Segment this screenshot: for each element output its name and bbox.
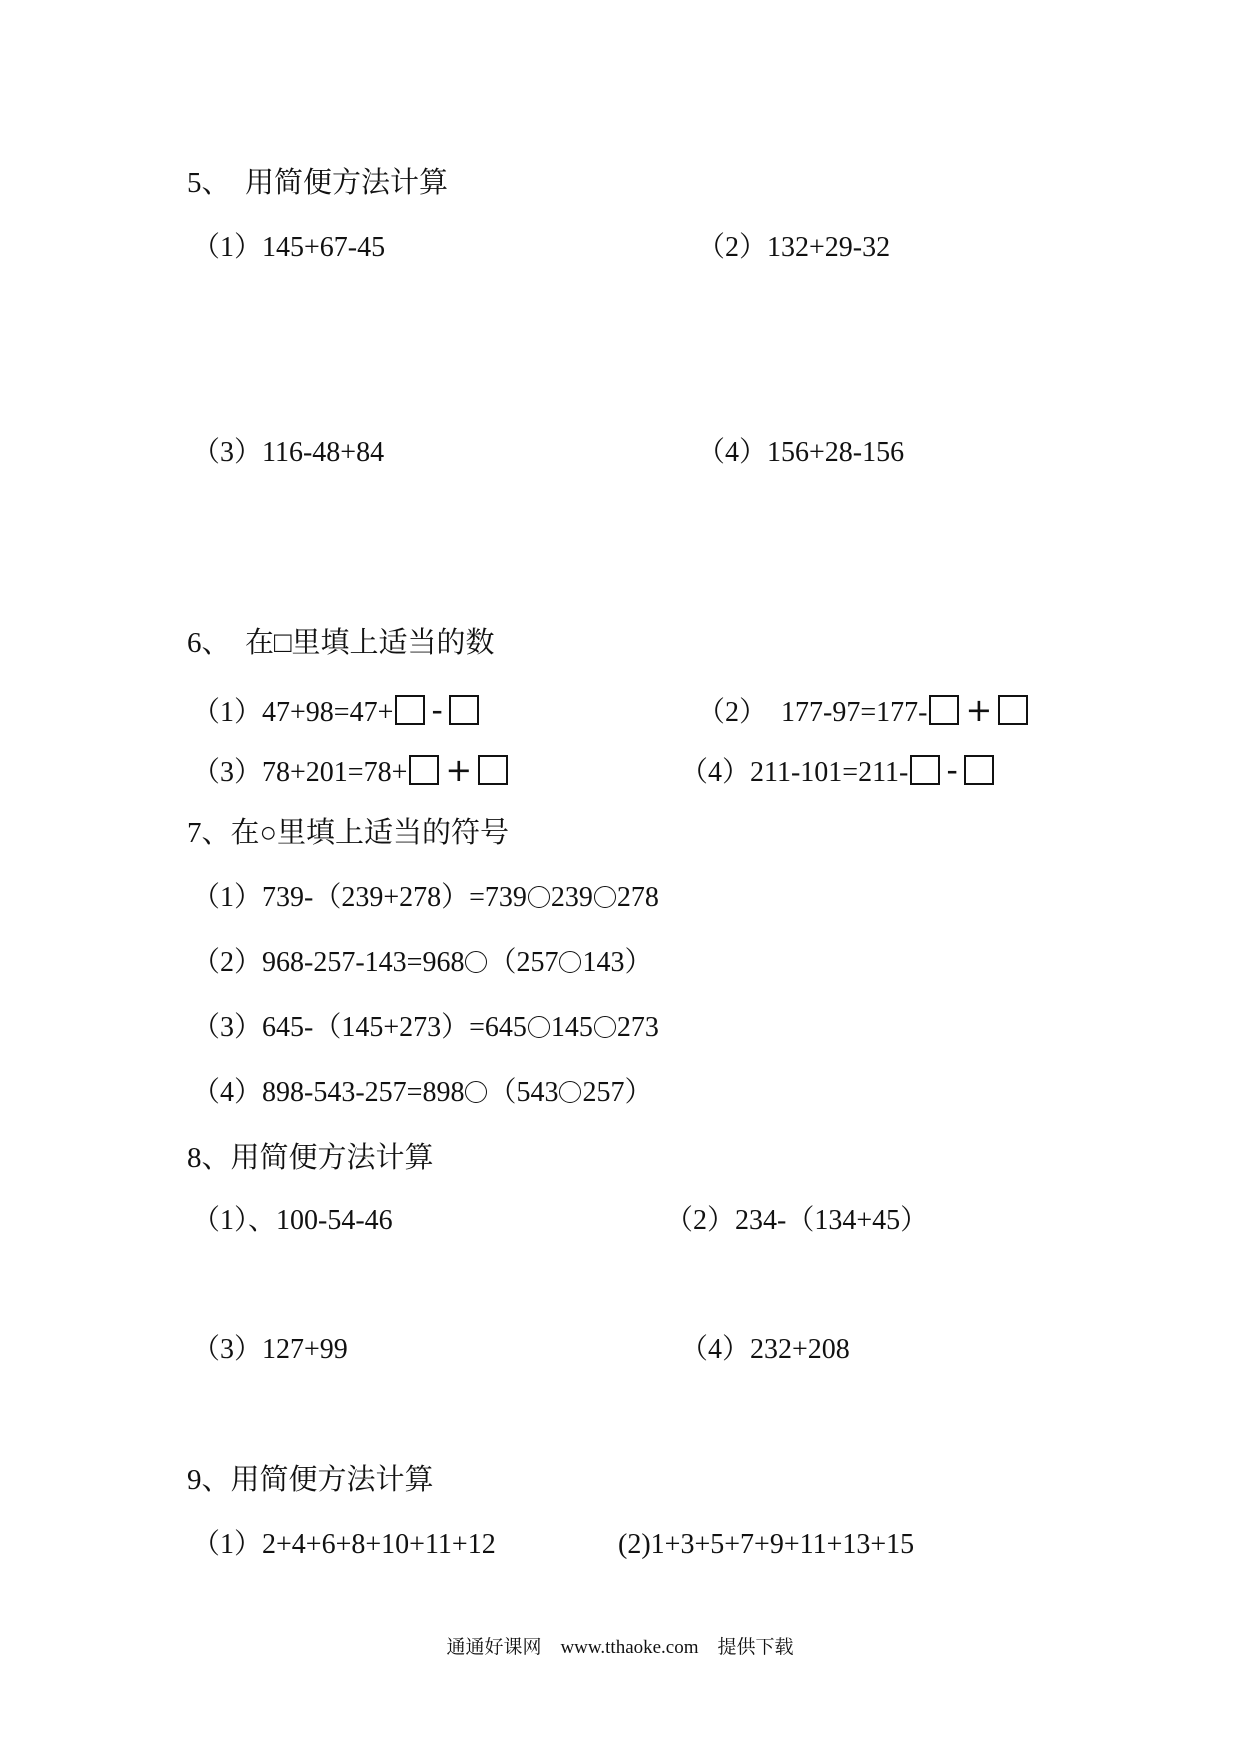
q6-item-3 bbox=[192, 752, 510, 791]
answer-box[interactable] bbox=[910, 755, 940, 785]
q6-item-1 bbox=[192, 692, 481, 731]
q8-heading: 8、用简便方法计算 bbox=[187, 1142, 434, 1174]
answer-box[interactable] bbox=[409, 755, 439, 785]
q6-item-4-text: （4）211-101=211- bbox=[680, 757, 909, 788]
page-footer: 通通好课网 www.tthaoke.com 提供下载 bbox=[446, 1637, 794, 1658]
answer-box[interactable] bbox=[998, 695, 1028, 725]
q7-item-3-right: 273 bbox=[616, 1012, 659, 1043]
q5-item-4: （4）156+28-156 bbox=[697, 437, 905, 468]
answer-box[interactable] bbox=[395, 695, 425, 725]
q7-item-1 bbox=[192, 880, 659, 916]
q7-item-2-right: 143） bbox=[582, 947, 653, 978]
q6-item-4 bbox=[680, 752, 996, 791]
q8-item-2: （2）234-（134+45） bbox=[665, 1205, 929, 1236]
q8-item-4: （4）232+208 bbox=[680, 1334, 850, 1365]
answer-box[interactable] bbox=[964, 755, 994, 785]
q7-item-4-left: （4）898-543-257=898 bbox=[192, 1077, 465, 1108]
q7-item-1-right: 278 bbox=[616, 882, 659, 913]
answer-circle[interactable] bbox=[465, 951, 487, 973]
q9-item-1: （1）2+4+6+8+10+11+12 bbox=[192, 1529, 496, 1560]
q5-item-1: （1）145+67-45 bbox=[192, 232, 386, 263]
answer-box[interactable] bbox=[929, 695, 959, 725]
operator: - bbox=[431, 691, 443, 729]
q6-item-2 bbox=[697, 692, 1030, 731]
q7-item-2-left: （2）968-257-143=968 bbox=[192, 947, 465, 978]
q7-item-3-left: （3）645-（145+273）=645 bbox=[192, 1012, 527, 1043]
answer-circle[interactable] bbox=[594, 1016, 616, 1038]
q8-item-3: （3）127+99 bbox=[192, 1334, 348, 1365]
q7-heading: 7、在○里填上适当的符号 bbox=[187, 817, 510, 849]
q5-item-2: （2）132+29-32 bbox=[697, 232, 891, 263]
operator: + bbox=[965, 691, 993, 729]
answer-box[interactable] bbox=[449, 695, 479, 725]
operator: - bbox=[946, 751, 958, 789]
answer-circle[interactable] bbox=[559, 951, 581, 973]
q6-heading: 6、 在□里填上适当的数 bbox=[187, 627, 495, 659]
q7-item-3 bbox=[192, 1010, 659, 1046]
q7-item-1-mid: 239 bbox=[550, 882, 593, 913]
q7-item-2-mid: （257 bbox=[488, 947, 559, 978]
q5-item-3: （3）116-48+84 bbox=[192, 437, 385, 468]
answer-circle[interactable] bbox=[465, 1081, 487, 1103]
q6-item-3-text: （3）78+201=78+ bbox=[192, 757, 408, 788]
q9-item-2: (2)1+3+5+7+9+11+13+15 bbox=[618, 1529, 915, 1560]
answer-circle[interactable] bbox=[559, 1081, 581, 1103]
q7-item-1-left: （1）739-（239+278）=739 bbox=[192, 882, 527, 913]
q8-item-1: （1）、100-54-46 bbox=[192, 1205, 393, 1236]
q7-item-3-mid: 145 bbox=[550, 1012, 593, 1043]
q7-item-2 bbox=[192, 945, 652, 981]
q7-item-4-mid: （543 bbox=[488, 1077, 559, 1108]
answer-circle[interactable] bbox=[594, 886, 616, 908]
answer-box[interactable] bbox=[478, 755, 508, 785]
q7-item-4-right: 257） bbox=[582, 1077, 653, 1108]
q6-item-2-text: （2） 177-97=177- bbox=[697, 697, 928, 728]
operator: + bbox=[445, 751, 473, 789]
answer-circle[interactable] bbox=[528, 886, 550, 908]
q7-item-4 bbox=[192, 1075, 652, 1111]
answer-circle[interactable] bbox=[528, 1016, 550, 1038]
q6-item-1-text: （1）47+98=47+ bbox=[192, 697, 394, 728]
q9-heading: 9、用简便方法计算 bbox=[187, 1464, 434, 1496]
q5-heading: 5、 用简便方法计算 bbox=[187, 167, 449, 199]
